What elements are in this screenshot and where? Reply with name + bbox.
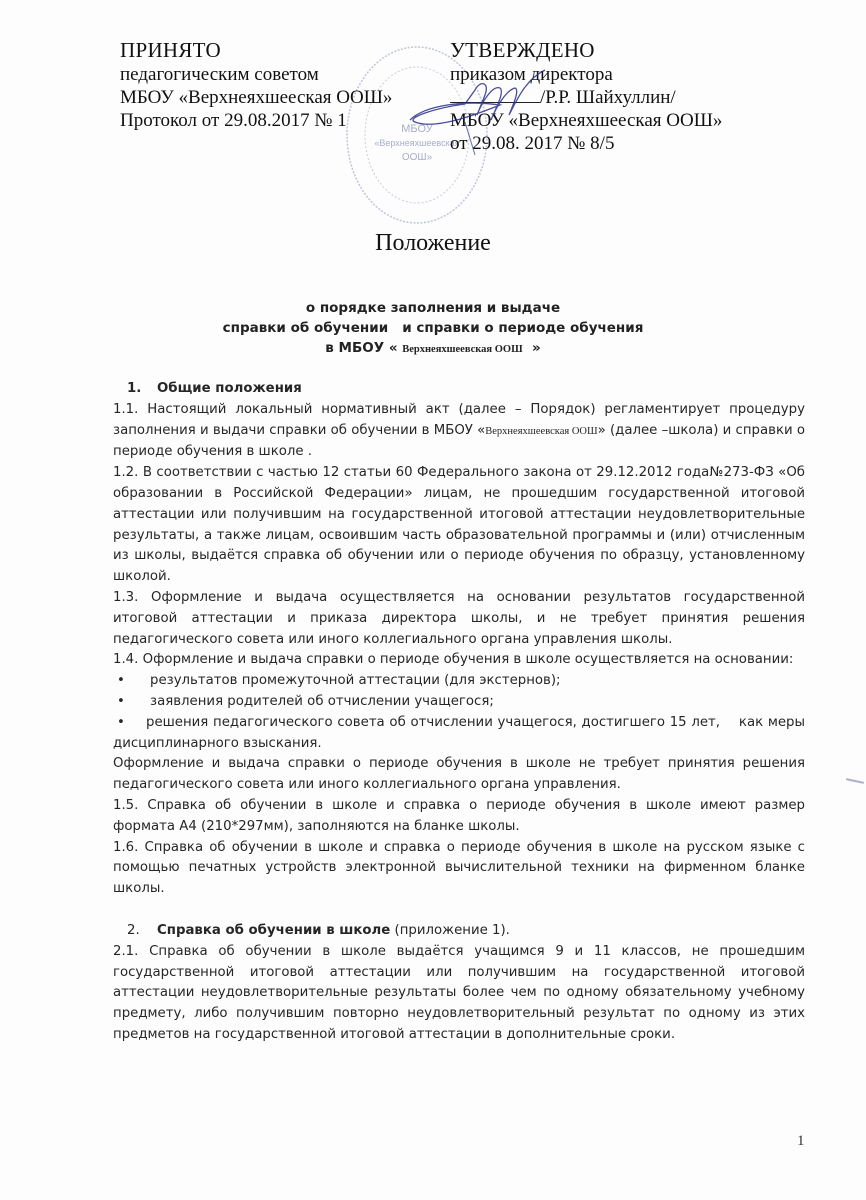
subtitle-suffix: »	[522, 340, 541, 356]
list-item-text: результатов промежуточной аттестации (для экстернов);	[150, 673, 561, 689]
signature-icon	[405, 60, 555, 160]
bullet-icon: •	[117, 673, 125, 689]
approved-order: от 29.08. 2017 № 8/5	[450, 133, 615, 154]
accepted-school: МБОУ «Верхнеяхшееская ООШ»	[120, 87, 393, 108]
paragraph-2-1: 2.1. Справка об обучении в школе выдаётся учащимся 9 и 11 классов, не прошедшим государственной итоговой аттестации или получившим на государственной итоговой аттестации неудовлетворительные результаты более чем по одному обязательному учебному предмету, либо получившим повторно неудовлетворительный результат по одному из этих предметов на государственной итоговой аттестации в дополнительные сроки.	[113, 943, 805, 1042]
paragraph-1-4-note: Оформление и выдача справки о периоде обучения в школе не требует принятия решения педагогического совета или иного коллегиального органа управления.	[113, 756, 805, 793]
director-name: /Р.Р. Шайхуллин/	[540, 87, 676, 108]
section-2-heading	[113, 921, 805, 942]
document-title: Положение	[375, 230, 491, 256]
school-name-inline: Верхнеяхшеевская ООШ	[485, 425, 598, 437]
bullet-icon: •	[117, 693, 125, 709]
paragraph-1-5: 1.5. Справка об обучении в школе и справка о периоде обучения в школе имеют размер формата А4 (210*297мм), заполняются на бланке школы.	[113, 797, 805, 834]
paragraph-text: » (далее –школа) и справки о периоде обучения в школе .	[113, 422, 805, 460]
document-body	[113, 379, 810, 1046]
spacer	[113, 900, 805, 921]
paragraph-1-3: 1.3. Оформление и выдача осуществляется на основании результатов государственной итоговой аттестации и приказа директора школы, и не требует принятия решения педагогического совета или иного коллегиального органа управления школы.	[113, 589, 805, 647]
paragraph-1-2: 1.2. В соответствии с частью 12 статьи 60 Федерального закона от 29.12.2012 года№273-ФЗ «Об образовании в Российской Федерации» лицам, не прошедшим государственной итоговой аттестации или получившим на государственной итоговой аттестации неудовлетворительные результаты, а также лицам, освоившим часть образовательной программы и (или) отчисленным из школы, выдаётся справка об обучении или о периоде обучения по образцу, установленному школой.	[113, 465, 805, 585]
paragraph-1-6: 1.6. Справка об обучении в школе и справка о периоде обучения в школе на русском языке с помощью печатных устройств электронной вычислительной техники на фирменном бланке школы.	[113, 839, 805, 897]
list-item	[113, 692, 805, 713]
list-item	[113, 713, 810, 755]
section-title-suffix: (приложение 1).	[390, 922, 510, 938]
approved-title: УТВЕРЖДЕНО	[450, 38, 595, 62]
subtitle-line-1: о порядке заполнения и выдаче	[305, 300, 561, 316]
section-title: Справка об обучении в школе	[157, 922, 391, 938]
subtitle-line-2: справки об обучении и справки о периоде обучения	[222, 320, 644, 336]
pen-mark-icon	[846, 778, 864, 784]
page-number: 1	[797, 1133, 805, 1149]
approved-school: МБОУ «Верхнеяхшееская ООШ»	[450, 110, 723, 131]
accepted-protocol: Протокол от 29.08.2017 № 1	[120, 110, 347, 131]
document-subtitle	[0, 298, 866, 360]
list-item	[113, 671, 805, 692]
accepted-by: педагогическим советом	[120, 64, 319, 85]
section-number: 1.	[127, 381, 142, 396]
accepted-title: ПРИНЯТО	[120, 38, 221, 62]
list-item-text: решения педагогического совета об отчислении учащегося, достигшего 15 лет, как меры дисциплинарного взыскания.	[113, 714, 810, 751]
subtitle-school-name: Верхнеяхшеевская ООШ	[402, 344, 523, 355]
bullet-icon: •	[117, 714, 125, 730]
paragraph-text: 1.1. Настоящий локальный нормативный акт (далее – Порядок) регламентирует процедуру заполнения и выдачи справки об обучении в МБОУ «	[113, 401, 805, 438]
section-title: Общие положения	[157, 381, 302, 396]
paragraph-1-4: 1.4. Оформление и выдача справки о периоде обучения в школе осуществляется на основании:	[113, 652, 794, 668]
subtitle-prefix: в МБОУ «	[325, 340, 403, 356]
stamp-text-1: МБОУ	[401, 123, 433, 135]
stamp-text-3: ООШ»	[401, 152, 433, 163]
stamp-text-2: «Верхнеяхшеевская	[374, 138, 460, 148]
header-accepted-block	[120, 38, 392, 132]
approved-by: приказом директора	[450, 64, 613, 85]
subtitle-line-3	[0, 338, 866, 360]
section-number: 2.	[127, 922, 140, 938]
section-1-heading	[113, 379, 805, 400]
paragraph-1-1	[113, 400, 805, 463]
list-item-text: заявления родителей об отчислении учащегося;	[150, 693, 494, 709]
